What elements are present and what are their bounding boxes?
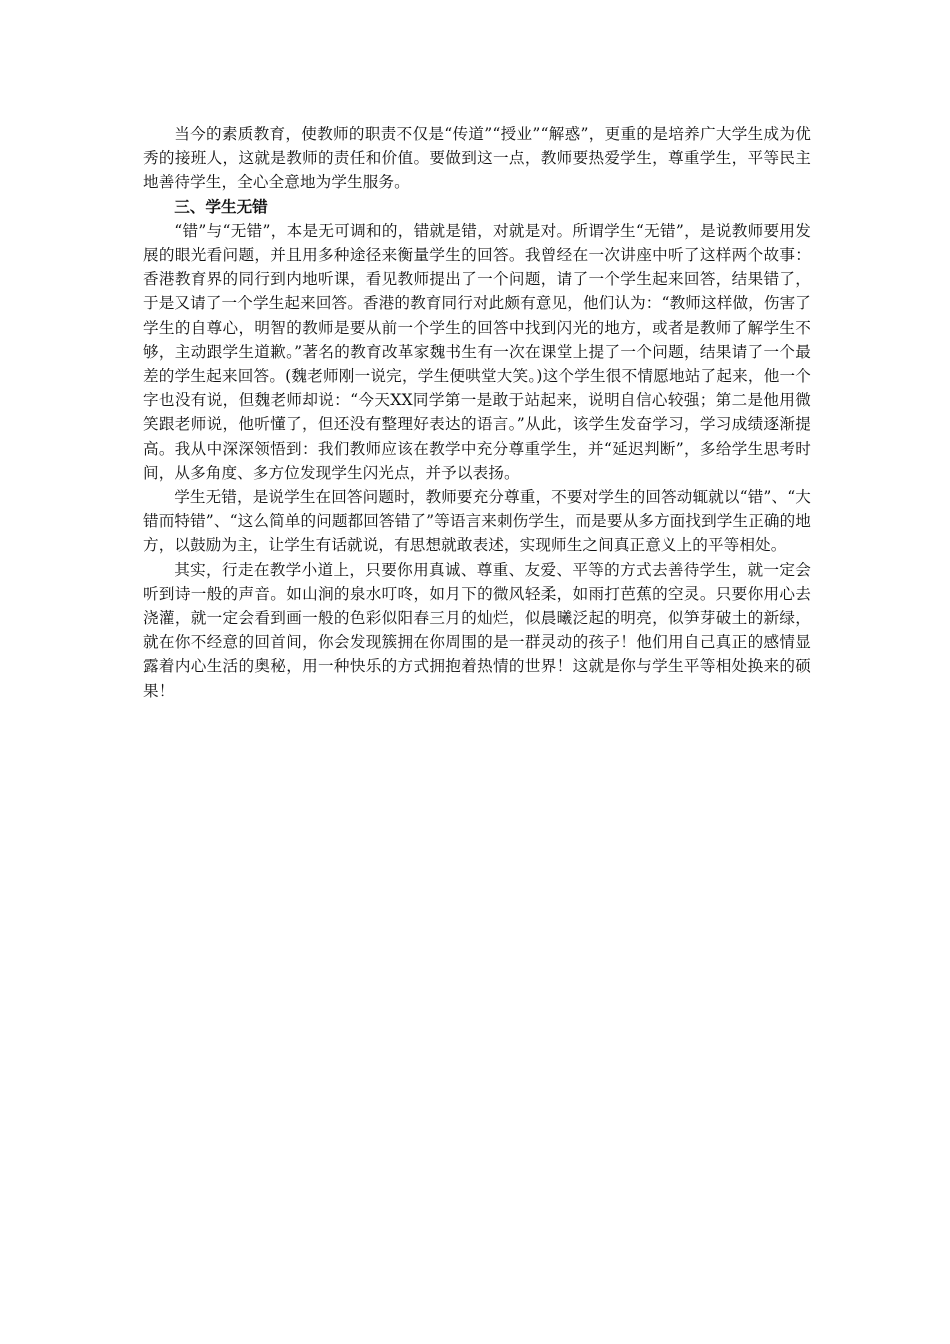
document-body bbox=[143, 122, 811, 703]
paragraph-conclusion: 其实，行走在教学小道上，只要你用真诚、尊重、友爱、平等的方式去善待学生，就一定会听到诗一般的声音。如山涧的泉水叮咚，如月下的微风轻柔，如雨打芭蕉的空灵。只要你用心去浇灌，就一定会看到画一般的色彩似阳春三月的灿烂，似晨曦泛起的明亮，似笋芽破土的新绿，就在你不经意的回首间，你会发现簇拥在你周围的是一群灵动的孩子！他们用自己真正的感情显露着内心生活的奥秘，用一种快乐的方式拥抱着热情的世界！这就是你与学生平等相处换来的硕果！ bbox=[143, 560, 811, 700]
paragraph-intro: 当今的素质教育，使教师的职责不仅是“传道”“授业”“解惑”，更重的是培养广大学生成为优秀的接班人，这就是教师的责任和价值。要做到这一点，教师要热爱学生，尊重学生，平等民主地善待学生，全心全意地为学生服务。 bbox=[143, 125, 811, 192]
paragraph-explanation: 学生无错，是说学生在回答问题时，教师要充分尊重，不要对学生的回答动辄就以“错”、“大错而特错”、“这么简单的问题都回答错了”等语言来刺伤学生，而是要从多方面找到学生正确的地方，以鼓励为主，让学生有话就说，有思想就敢表述，实现师生之间真正意义上的平等相处。 bbox=[143, 488, 811, 555]
paragraph-story: “错”与“无错”，本是无可调和的，错就是错，对就是对。所谓学生“无错”，是说教师要用发展的眼光看问题，并且用多种途径来衡量学生的回答。我曾经在一次讲座中听了这样两个故事：香港教育界的同行到内地听课，看见教师提出了一个问题，请了一个学生起来回答，结果错了，于是又请了一个学生起来回答。香港的教育同行对此颇有意见，他们认为：“教师这样做，伤害了学生的自尊心，明智的教师是要从前一个学生的回答中找到闪光的地方，或者是教师了解学生不够，主动跟学生道歉。”著名的教育改革家魏书生有一次在课堂上提了一个问题，结果请了一个最差的学生起来回答。(魏老师刚一说完，学生便哄堂大笑。)这个学生很不情愿地站了起来，他一个字也没有说，但魏老师却说：“今天XX同学第一是敢于站起来，说明自信心较强；第二是他用微笑跟老师说，他听懂了，但还没有整理好表达的语言。”从此，该学生发奋学习，学习成绩逐渐提高。我从中深深领悟到：我们教师应该在教学中充分尊重学生，并“延迟判断”，多给学生思考时间，从多角度、多方位发现学生闪光点，并予以表扬。 bbox=[143, 221, 811, 482]
section-heading: 三、学生无错 bbox=[174, 197, 268, 216]
